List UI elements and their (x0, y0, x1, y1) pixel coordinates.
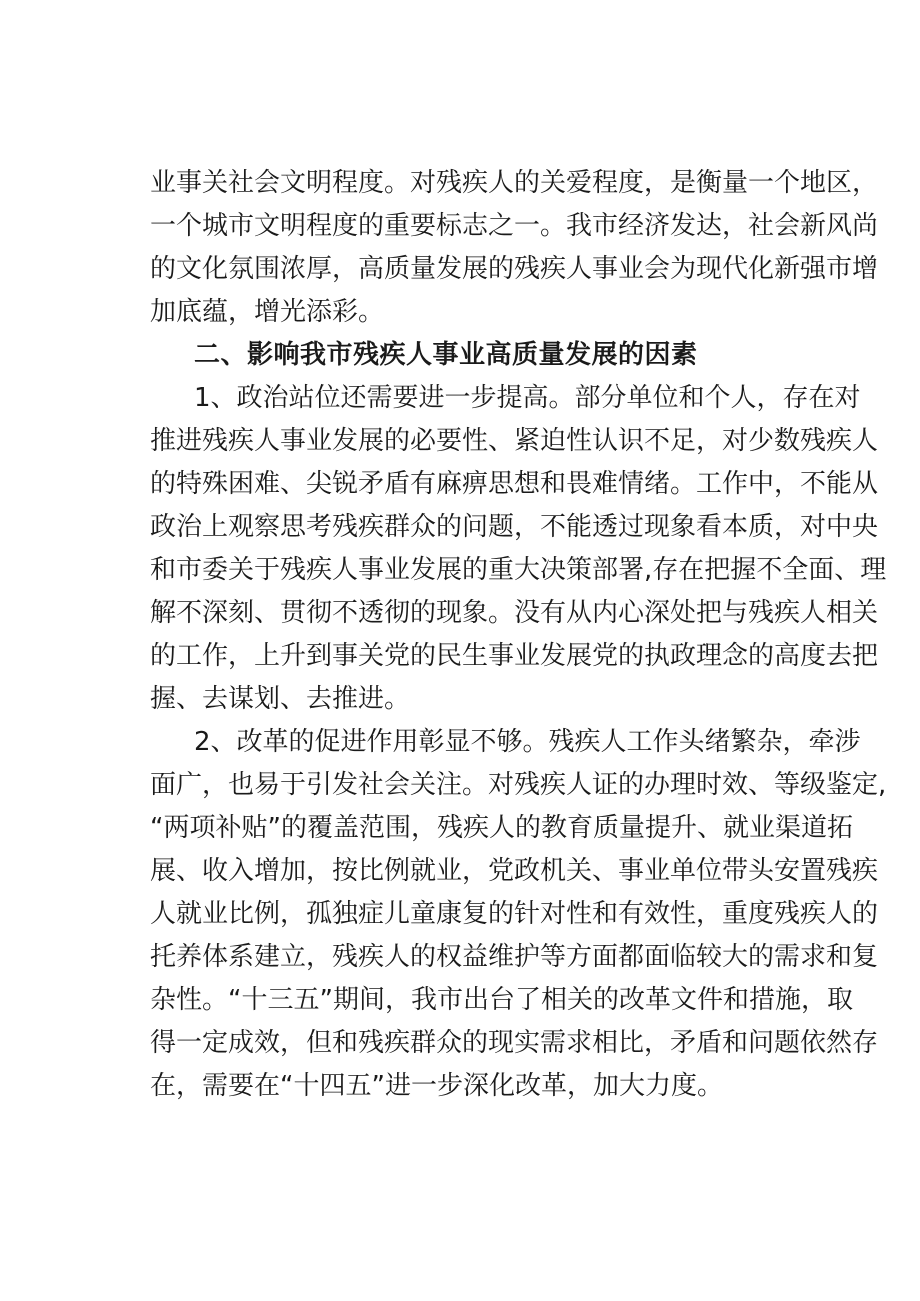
body-text-line: 托养体系建立，残疾人的权益维护等方面都面临较大的需求和复 (150, 942, 879, 972)
body-text-line: 在，需要在“十四五”进一步深化改革，加大力度。 (150, 1071, 723, 1101)
body-text-line: 一个城市文明程度的重要标志之一。我市经济发达，社会新风尚 (150, 211, 879, 241)
body-text-line: 的工作，上升到事关党的民生事业发展党的执政理念的高度去把 (150, 641, 879, 671)
body-text-line: 得一定成效，但和残疾群众的现实需求相比，矛盾和问题依然存 (150, 1028, 879, 1058)
body-text-line: 业事关社会文明程度。对残疾人的关爱程度，是衡量一个地区， (150, 168, 879, 198)
body-text-line: 杂性。“十三五”期间，我市出台了相关的改革文件和措施，取 (150, 985, 853, 1015)
body-text-line: 解不深刻、贯彻不透彻的现象。没有从内心深处把与残疾人相关 (150, 598, 879, 628)
body-text-line: 握、去谋划、去推进。 (150, 684, 411, 714)
body-text-line: 展、收入增加，按比例就业，党政机关、事业单位带头安置残疾 (150, 856, 879, 886)
body-text-line: 的特殊困难、尖锐矛盾有麻痹思想和畏难情绪。工作中，不能从 (150, 469, 879, 499)
paragraph-first-line: 1、政治站位还需要进一步提高。部分单位和个人，存在对 (194, 383, 861, 413)
body-text-line: 的文化氛围浓厚，高质量发展的残疾人事业会为现代化新强市增 (150, 254, 879, 284)
body-text-line: 面广，也易于引发社会关注。对残疾人证的办理时效、等级鉴定, (150, 770, 887, 800)
body-text-line: 人就业比例，孤独症儿童康复的针对性和有效性，重度残疾人的 (150, 899, 879, 929)
body-text-line: 加底蕴，增光添彩。 (150, 297, 385, 327)
body-text-line: 和市委关于残疾人事业发展的重大决策部署,存在把握不全面、理 (150, 555, 887, 585)
body-text-line: 推进残疾人事业发展的必要性、紧迫性认识不足，对少数残疾人 (150, 426, 879, 456)
paragraph-first-line: 2、改革的促进作用彰显不够。残疾人工作头绪繁杂，牵涉 (194, 727, 861, 757)
body-text-line: 政治上观察思考残疾群众的问题，不能透过现象看本质，对中央 (150, 512, 879, 542)
section-heading: 二、影响我市残疾人事业高质量发展的因素 (194, 340, 698, 370)
body-text-line: “两项补贴”的覆盖范围，残疾人的教育质量提升、就业渠道拓 (150, 813, 853, 843)
